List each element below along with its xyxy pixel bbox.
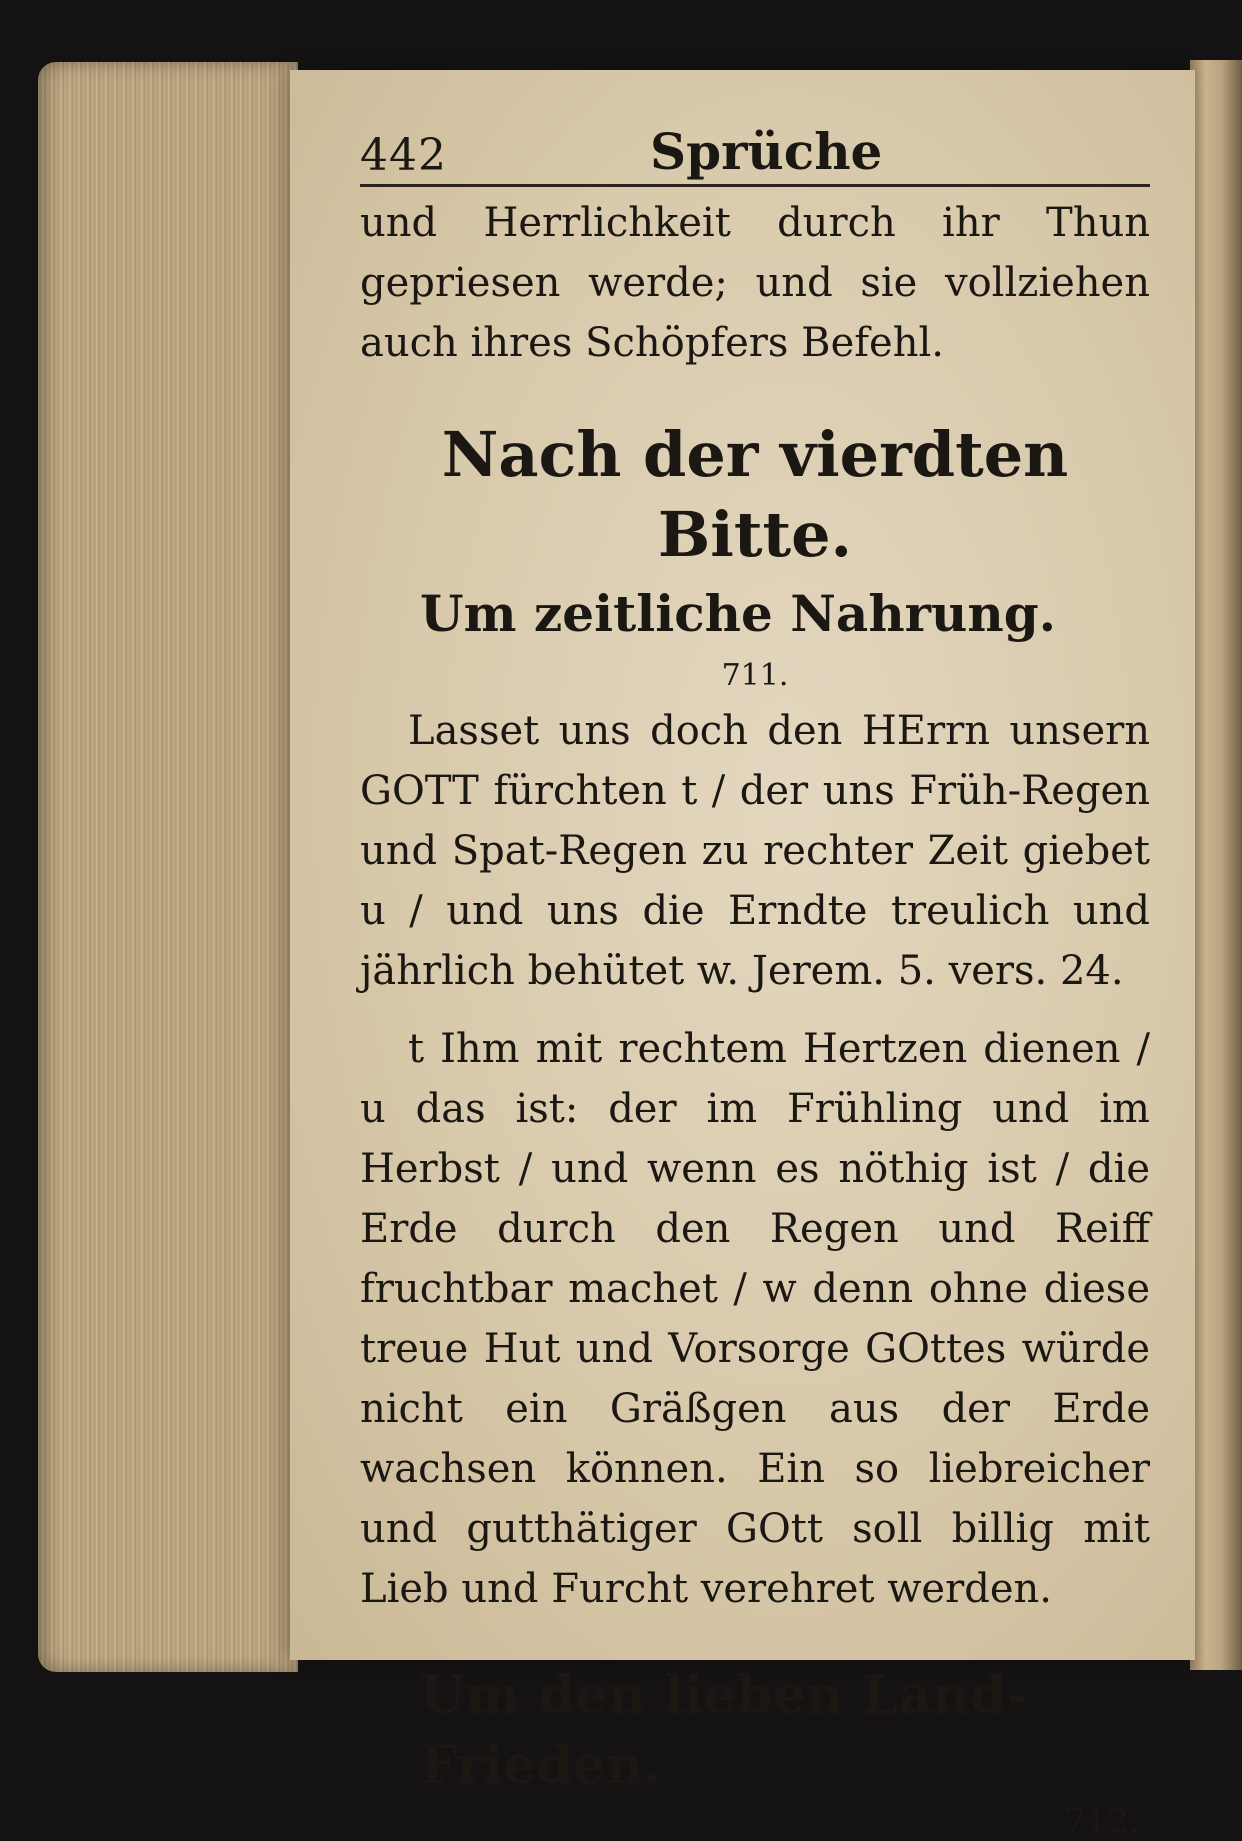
page-number: 442 — [360, 130, 447, 181]
running-title: Sprüche — [650, 122, 883, 181]
commentary-paragraph: t Ihm mit rechtem Hertzen dienen / u das ist: der im Frühling und im Herbst / und wenn es nöthig ist / die Erde durch den Regen und Reiff fruchtbar machet / w denn ohne diese treue Hut und Vorsorge GOttes würde nicht ein Gräßgen aus der Erde wachsen können. Ein so liebreicher und gutthätiger GOtt soll billig mit Lieb und Furcht verehret werden. — [360, 1026, 1150, 1612]
next-section-title: Um den lieben Land-Frieden. — [420, 1665, 1028, 1796]
opening-paragraph: und Herrlichkeit durch ihr Thun gepriesen werde; und sie vollziehen auch ihres Schöpfers Befehl. — [360, 200, 1150, 366]
verse-number: 711. — [721, 658, 789, 693]
section-title: Nach der vierdten Bitte. — [441, 418, 1069, 571]
page-header — [360, 112, 1150, 187]
verse-paragraph: Lasset uns doch den HErrn unsern GOTT fürchten t / der uns Früh-Regen und Spat-Regen zu rechter Zeit giebet u / und uns die Erndte treulich und jährlich behütet w. Jerem. 5. vers. 24. — [360, 708, 1150, 994]
page-content — [360, 112, 1150, 1841]
catchword: 712. — [1064, 1801, 1140, 1841]
page-edges — [38, 62, 298, 1672]
subsection-title: Um zeitliche Nahrung. — [420, 584, 1057, 643]
facing-page-edge — [1190, 60, 1242, 1670]
